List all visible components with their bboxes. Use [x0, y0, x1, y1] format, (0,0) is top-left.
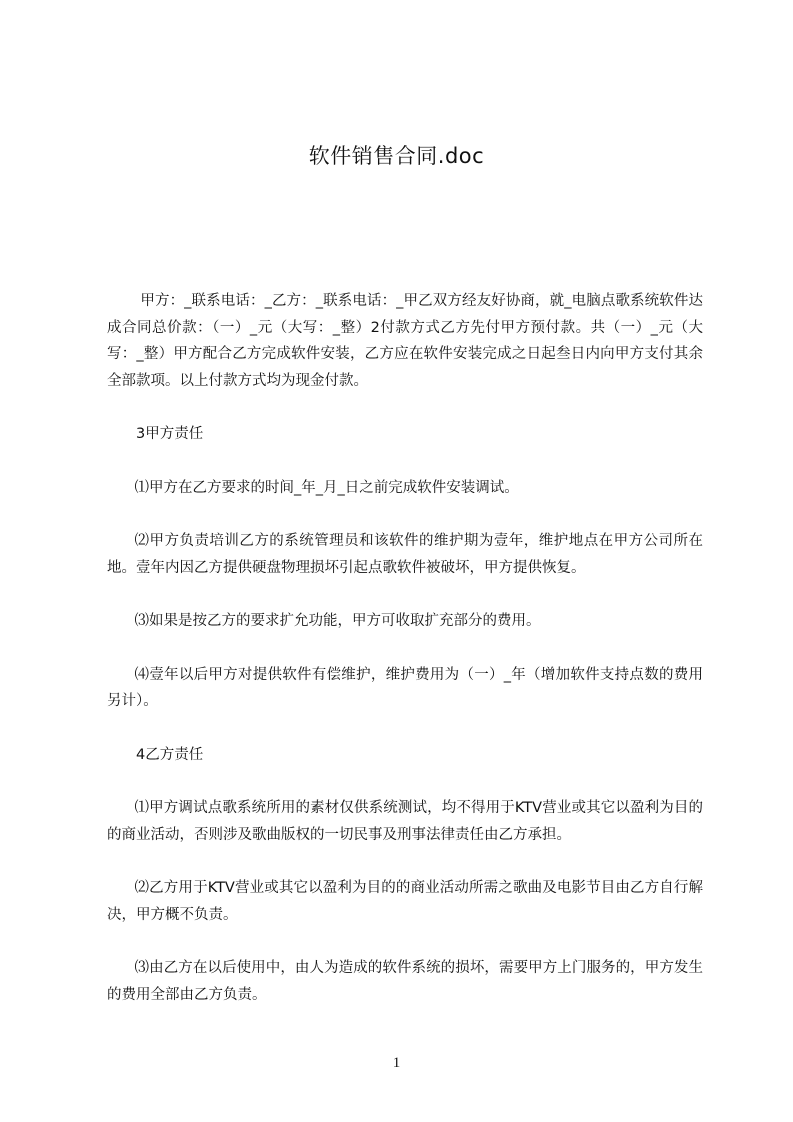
section-heading-party-a: 3甲方责任: [136, 426, 204, 442]
paragraph-party-a-item-2: ⑵甲方负责培训乙方的系统管理员和该软件的维护期为壹年，维护地点在甲方公司所在地。壹年内因乙方提供硬盘物理损坏引起点歌软件被破坏，甲方提供恢复。: [107, 533, 703, 576]
section-heading-party-b: 4乙方责任: [136, 746, 204, 763]
paragraph-party-a-item-1: ⑴甲方在乙方要求的时间_年_月_日之前完成软件安装调试。: [134, 479, 519, 496]
document-body: [107, 288, 703, 1035]
page-number: 1: [392, 1055, 401, 1071]
paragraph-party-b-item-2: ⑵乙方用于KTV营业或其它以盈利为目的的商业活动所需之歌曲及电影节目由乙方自行解决，甲方概不负责。: [107, 880, 703, 923]
paragraph-party-a-item-3: ⑶如果是按乙方的要求扩允功能，甲方可收取扩充部分的费用。: [134, 613, 541, 629]
paragraph-parties-and-payment: 甲方：_联系电话：_乙方：_联系电话：_甲乙双方经友好协商，就_电脑点歌系统软件达成合同总价款：（一）_元（大写：_整）2付款方式乙方先付甲方预付款。共（一）_元（大写：_整）甲方配合乙方完成软件安装，乙方应在软件安装完成之日起叁日内向甲方支付其余全部款项。以上付款方式均为现金付款。: [107, 293, 703, 389]
paragraph-party-a-item-4: ⑷壹年以后甲方对提供软件有偿维护，维护费用为（一）_年（增加软件支持点数的费用另计）。: [107, 666, 703, 709]
document-title: 软件销售合同.doc: [308, 144, 485, 168]
paragraph-party-b-item-1: ⑴甲方调试点歌系统所用的素材仅供系统测试，均不得用于KTV营业或其它以盈利为目的的商业活动，否则涉及歌曲版权的一切民事及刑事法律责任由乙方承担。: [107, 800, 703, 843]
paragraph-party-b-item-3: ⑶由乙方在以后使用中，由人为造成的软件系统的损坏，需要甲方上门服务的，甲方发生的费用全部由乙方负责。: [107, 960, 703, 1003]
